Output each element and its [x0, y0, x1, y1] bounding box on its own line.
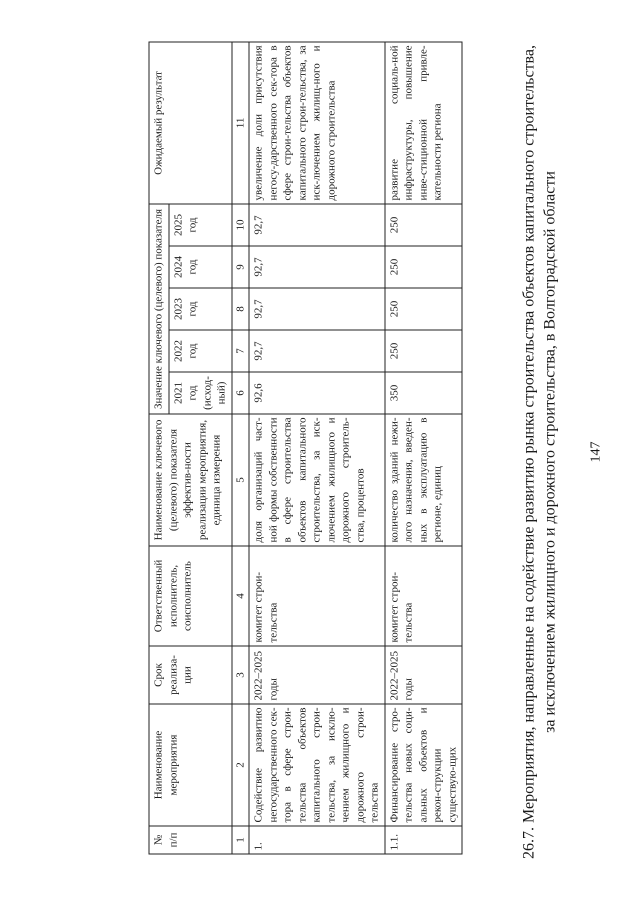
- value-2025: 250: [385, 204, 463, 246]
- section-title: [519, 20, 561, 885]
- expected-result: увеличение доли присутствия негосу-дарственного сек-тора в сфере строи-тельства объектов капитального строи-тельства, за иск-лючением жилищ-ного и дорожного строительства: [249, 42, 385, 204]
- measure-term: 2022–2025 годы: [249, 646, 385, 704]
- header-result: Ожидаемый результат: [149, 42, 232, 204]
- value-2025: 92,7: [249, 204, 385, 246]
- column-number: 1: [232, 826, 250, 854]
- value-2022: 250: [385, 330, 463, 372]
- column-number: 6: [232, 372, 250, 414]
- column-number: 11: [232, 42, 250, 204]
- column-number: 9: [232, 246, 250, 288]
- header-values-group: Значение ключевого (целевого) показателя: [149, 204, 169, 414]
- header-row: [149, 42, 169, 854]
- section-title-line-1: 26.7. Мероприятия, направленные на содействие развитию рынка строительства объектов капитального строительства,: [520, 45, 538, 859]
- value-2021: 92,6: [249, 372, 385, 414]
- page-number: 147: [588, 441, 604, 463]
- value-2023: 92,7: [249, 288, 385, 330]
- column-number: 10: [232, 204, 250, 246]
- header-indicator: Наименование ключевого (целевого) показателя эффектив-ности реализации мероприятия, единица измерения: [149, 414, 232, 546]
- measure-responsible: комитет строи-тельства: [385, 546, 463, 646]
- column-number: 2: [232, 704, 250, 826]
- table-row: [249, 42, 385, 854]
- measure-name: Содействие развитию негосударственного сек-тора в сфере строи-тельства объектов капитального строи-тельства, за исклю-чением жилищного и дорожного строи-тельства: [249, 704, 385, 826]
- header-year-2021: 2021 год (исход-ный): [169, 372, 232, 414]
- measure-indicator: количество зданий нежи-лого назначения, введен-ных в эксплуатацию в регионе, единиц: [385, 414, 463, 546]
- value-2023: 250: [385, 288, 463, 330]
- header-year-2025: 2025 год: [169, 204, 232, 246]
- header-no: № п/п: [149, 826, 232, 854]
- expected-result: развитие социаль-ной инфраструктуры, повышение инве-стиционной привле-кательности региона: [385, 42, 463, 204]
- header-year-2023: 2023 год: [169, 288, 232, 330]
- measure-term: 2022–2025 годы: [385, 646, 463, 704]
- column-number: 3: [232, 646, 250, 704]
- header-term: Срок реализа-ции: [149, 646, 232, 704]
- measure-name: Финансирование стро-тельства новых соци-альных объектов и рекон-струкции существую-щих: [385, 704, 463, 826]
- measure-indicator: доля организаций част-ной формы собственности в сфере строительства объектов капитального строительства, за иск-лючением жилищного и дорожного строитель-ства, процентов: [249, 414, 385, 546]
- measure-responsible: комитет строи-тельства: [249, 546, 385, 646]
- header-name: Наименование мероприятия: [149, 704, 232, 826]
- table-row: [385, 42, 463, 854]
- section-title-line-2: за исключением жилищного и дорожного строительства, в Волгоградской области: [541, 171, 559, 733]
- value-2024: 92,7: [249, 246, 385, 288]
- column-number: 4: [232, 546, 250, 646]
- column-numbers-row: [232, 42, 250, 854]
- column-number: 5: [232, 414, 250, 546]
- row-number: 1.1.: [385, 826, 463, 854]
- column-number: 8: [232, 288, 250, 330]
- header-year-2022: 2022 год: [169, 330, 232, 372]
- value-2024: 250: [385, 246, 463, 288]
- header-responsible: Ответственный исполнитель, соисполнитель: [149, 546, 232, 646]
- value-2022: 92,7: [249, 330, 385, 372]
- document-page: [1, 0, 640, 905]
- column-number: 7: [232, 330, 250, 372]
- header-year-2024: 2024 год: [169, 246, 232, 288]
- row-number: 1.: [249, 826, 385, 854]
- measures-table: [149, 41, 463, 854]
- value-2021: 350: [385, 372, 463, 414]
